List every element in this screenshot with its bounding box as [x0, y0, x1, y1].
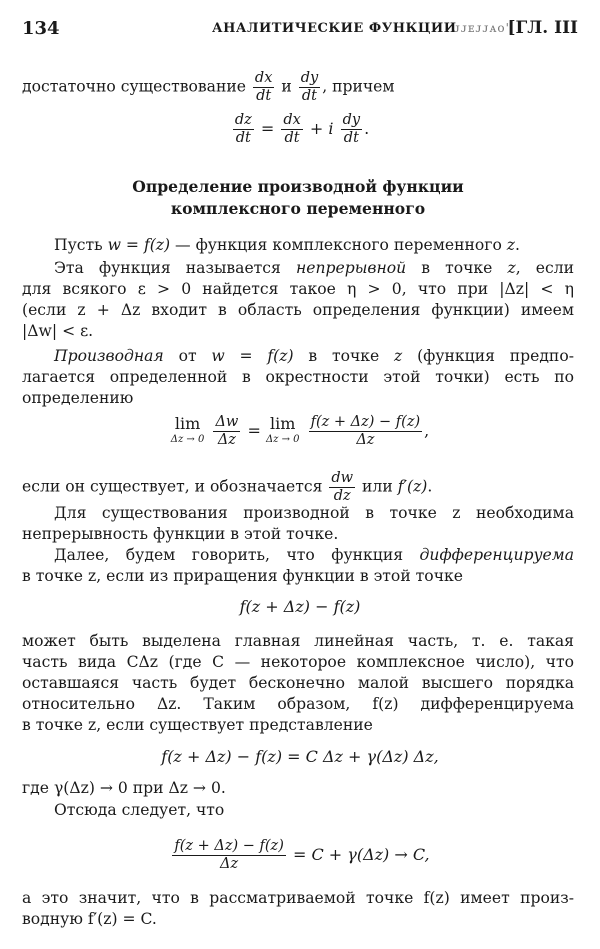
- paragraph-definition-w: Пусть w = f(z) — функция комплексного переменного z.: [54, 236, 520, 254]
- equation-representation: f(z + Δz) − f(z) = C Δz + γ(Δz) Δz,: [161, 747, 439, 766]
- running-header: [22, 18, 578, 42]
- equation-increment: f(z + Δz) − f(z): [239, 597, 361, 616]
- fraction-dx-dt: $\frac{dx}{dt}$: [254, 70, 273, 104]
- paragraph-continuity: Эта функция называется непрерывной в точке z, если для всякого ε > 0 найдется такое η > 0, что при |Δz| < η (если z + Δz входит в область определения функции) имеем |Δw| < ε.: [22, 259, 574, 340]
- paragraph-gamma-limit: где γ(Δz) → 0 при Δz → 0.: [22, 779, 226, 797]
- section-title: Определение производной функции комплексного переменного: [132, 177, 464, 218]
- paragraph-linear-part: может быть выделена главная линейная часть, т. е. такая часть вида CΔz (где C — некоторое комплексное число), что оставшаяся часть будет бесконечно малой высшего порядка относительно Δz. Таким образом, f(z) дифференцируема в точке z, если существует представление: [22, 632, 574, 734]
- intro-line: достаточно существование $\frac{dx}{dt}$ и $\frac{dy}{dt}$ , причем: [22, 70, 395, 104]
- chapter-marker: [ГЛ. III: [507, 18, 578, 38]
- equation-dz-dt: $\frac{dz}{dt}$ = $\frac{dx}{dt}$ + i $\frac{dy}{dt}$ .: [234, 112, 370, 146]
- paragraph-differentiable: Далее, будем говорить, что функция дифференцируема в точке z, если из приращения функции в этой точке: [22, 546, 574, 585]
- paragraph-notation: если он существует, и обозначается $\frac{dw}{dz}$ или f′(z).: [22, 470, 433, 504]
- ink-smudge-text: ᴊᴊᴇᴊᴊᴀᴏ': [454, 21, 510, 35]
- fraction-dy-dt: $\frac{dy}{dt}$: [300, 70, 319, 104]
- paragraph-hence: Отсюда следует, что: [54, 801, 225, 819]
- paragraph-derivative-def: Производная от w = f(z) в точке z (функция предпо- лагается определенной в окрестности этой точки) есть по определению: [22, 347, 574, 407]
- page-number: 134: [22, 18, 60, 39]
- running-title: АНАЛИТИЧЕСКИЕ ФУНКЦИИ: [212, 21, 457, 36]
- equation-limit-derivative: lim Δz → 0 $\frac{\Delta w}{\Delta z}$ = lim Δz → 0 $\frac{f(z + \Delta z) - f(z)}{\Delta z}$ ,: [170, 413, 430, 448]
- paragraph-continuity-necessary: Для существования производной в точке z необходима непрерывность функции в этой точке.: [22, 504, 574, 543]
- equation-final-limit: $\frac{f(z + \Delta z) - f(z)}{\Delta z}$ = C + γ(Δz) → C,: [174, 838, 430, 872]
- paragraph-conclusion: а это значит, что в рассматриваемой точке f(z) имеет произ- водную f′(z) = C.: [22, 889, 574, 928]
